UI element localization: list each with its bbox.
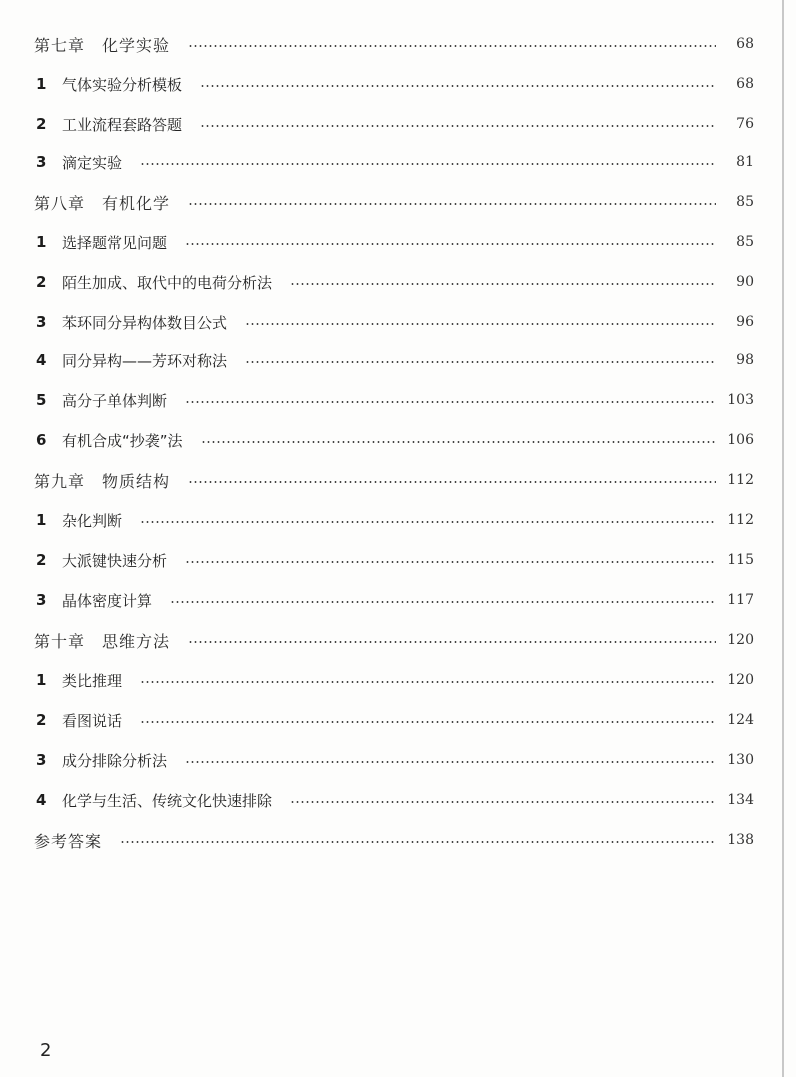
page-edge-divider (782, 0, 784, 1077)
toc-page-number: 124 (727, 712, 754, 728)
toc-dot-leader (201, 441, 716, 443)
toc-chapter-title: 第九章 物质结构 (34, 471, 171, 491)
toc-section-title: 杂化判断 (62, 511, 123, 530)
toc-section-number: 6 (36, 431, 47, 449)
toc-page-number: 76 (736, 116, 754, 132)
toc-page-number: 85 (736, 194, 754, 210)
toc-section-row[interactable] (34, 506, 754, 534)
toc-section-title: 同分异构——芳环对称法 (62, 351, 228, 370)
toc-section-title: 高分子单体判断 (62, 391, 168, 410)
toc-page-number: 112 (727, 512, 754, 528)
toc-dot-leader (140, 521, 716, 523)
toc-section-title: 成分排除分析法 (62, 751, 168, 770)
toc-dot-leader (120, 841, 716, 843)
toc-section-title: 选择题常见问题 (62, 233, 168, 252)
toc-dot-leader (185, 561, 716, 563)
toc-chapter-title: 第十章 思维方法 (34, 631, 171, 651)
toc-section-number: 5 (36, 391, 47, 409)
toc-section-row[interactable] (34, 706, 754, 734)
toc-section-row[interactable] (34, 426, 754, 454)
toc-section-title: 陌生加成、取代中的电荷分析法 (62, 273, 273, 292)
toc-section-number: 2 (36, 273, 47, 291)
toc-dot-leader (200, 125, 716, 127)
toc-page-number: 106 (727, 432, 754, 448)
toc-dot-leader (188, 481, 716, 483)
toc-section-title: 大派键快速分析 (62, 551, 168, 570)
toc-section-number: 2 (36, 551, 47, 569)
toc-chapter-title: 参考答案 (34, 831, 103, 851)
toc-section-row[interactable] (34, 110, 754, 138)
toc-page-number: 112 (727, 472, 754, 488)
toc-section-number: 3 (36, 751, 47, 769)
toc-chapter-row[interactable] (34, 188, 754, 216)
toc-page-number: 68 (736, 76, 754, 92)
toc-chapter-row[interactable] (34, 30, 754, 58)
toc-dot-leader (200, 85, 716, 87)
toc-chapter-row[interactable] (34, 826, 754, 854)
toc-section-number: 4 (36, 351, 47, 369)
toc-dot-leader (245, 323, 716, 325)
toc-section-number: 2 (36, 115, 47, 133)
toc-dot-leader (140, 721, 716, 723)
toc-dot-leader (245, 361, 716, 363)
toc-section-number: 3 (36, 313, 47, 331)
toc-section-number: 1 (36, 671, 47, 689)
toc-section-row[interactable] (34, 70, 754, 98)
toc-section-title: 晶体密度计算 (62, 591, 153, 610)
toc-section-number: 1 (36, 75, 47, 93)
toc-page-number: 138 (727, 832, 754, 848)
toc-page-number: 90 (736, 274, 754, 290)
toc-section-number: 2 (36, 711, 47, 729)
toc-section-title: 气体实验分析模板 (62, 75, 183, 94)
toc-section-title: 化学与生活、传统文化快速排除 (62, 791, 273, 810)
toc-section-number: 3 (36, 591, 47, 609)
toc-dot-leader (170, 601, 716, 603)
toc-page-number: 81 (736, 154, 754, 170)
toc-page-number: 85 (736, 234, 754, 250)
footer-page-number: 2 (40, 1040, 52, 1061)
toc-section-number: 1 (36, 511, 47, 529)
toc-dot-leader (185, 761, 716, 763)
toc-dot-leader (290, 801, 716, 803)
toc-page-number: 120 (727, 672, 754, 688)
toc-chapter-title: 第七章 化学实验 (34, 35, 171, 55)
toc-section-number: 4 (36, 791, 47, 809)
toc-page-number: 134 (727, 792, 754, 808)
toc-section-title: 滴定实验 (62, 153, 123, 172)
toc-section-row[interactable] (34, 148, 754, 176)
toc-page-number: 117 (727, 592, 754, 608)
toc-section-row[interactable] (34, 268, 754, 296)
toc-section-row[interactable] (34, 546, 754, 574)
toc-section-number: 3 (36, 153, 47, 171)
toc-dot-leader (140, 681, 716, 683)
toc-section-row[interactable] (34, 346, 754, 374)
toc-dot-leader (140, 163, 716, 165)
toc-section-title: 工业流程套路答题 (62, 115, 183, 134)
toc-chapter-row[interactable] (34, 626, 754, 654)
toc-dot-leader (185, 401, 716, 403)
toc-page-number: 68 (736, 36, 754, 52)
toc-section-row[interactable] (34, 746, 754, 774)
toc-page-number: 130 (727, 752, 754, 768)
toc-section-row[interactable] (34, 308, 754, 336)
toc-section-row[interactable] (34, 586, 754, 614)
toc-section-row[interactable] (34, 228, 754, 256)
toc-chapter-title: 第八章 有机化学 (34, 193, 171, 213)
toc-dot-leader (290, 283, 716, 285)
toc-section-title: 苯环同分异构体数目公式 (62, 313, 228, 332)
toc-section-title: 有机合成“抄袭”法 (62, 431, 183, 450)
toc-page-number: 115 (727, 552, 754, 568)
toc-dot-leader (188, 641, 716, 643)
toc-page-number: 103 (727, 392, 754, 408)
toc-section-row[interactable] (34, 386, 754, 414)
toc-section-number: 1 (36, 233, 47, 251)
toc-chapter-row[interactable] (34, 466, 754, 494)
toc-section-row[interactable] (34, 666, 754, 694)
toc-page-number: 96 (736, 314, 754, 330)
toc-section-title: 看图说话 (62, 711, 123, 730)
toc-section-title: 类比推理 (62, 671, 123, 690)
toc-dot-leader (188, 45, 716, 47)
toc-page-number: 98 (736, 352, 754, 368)
toc-page-number: 120 (727, 632, 754, 648)
toc-dot-leader (188, 203, 716, 205)
toc-section-row[interactable] (34, 786, 754, 814)
toc-dot-leader (185, 243, 716, 245)
